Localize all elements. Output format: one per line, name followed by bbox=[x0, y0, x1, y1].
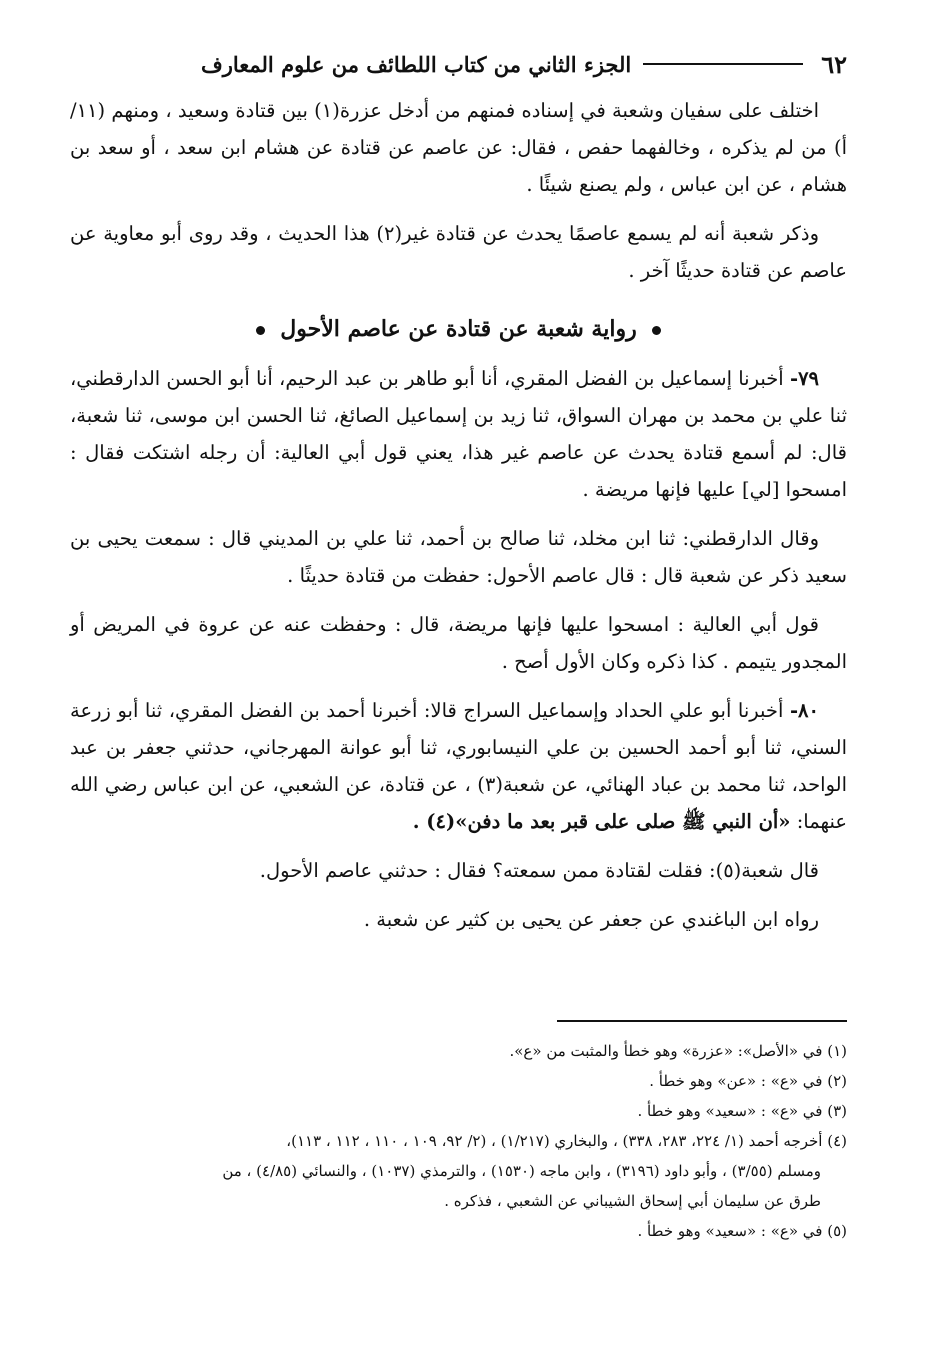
footnotes bbox=[70, 1036, 847, 1246]
footnote-2: (٢) في «ع» : «عن» وهو خطأ . bbox=[649, 1072, 847, 1090]
footnote-4-continued: طرق عن سليمان أبي إسحاق الشيباني عن الشعبي ، فذكره . bbox=[444, 1192, 821, 1210]
section-heading-text: رواية شعبة عن قتادة عن عاصم الأحول bbox=[280, 316, 637, 342]
main-text bbox=[70, 92, 847, 950]
page-number: ٦٢ bbox=[821, 49, 847, 79]
bullet-icon bbox=[256, 326, 265, 335]
paragraph-shuba-question: قال شعبة(٥): فقلت لقتادة ممن سمعته؟ فقال : حدثني عاصم الأحول. bbox=[259, 859, 819, 882]
paragraph-abi-aliya: قول أبي العالية : امسحوا عليها فإنها مريضة، قال : وحفظت عنه عن عروة في المريض أو المجدور يتيمم . كذا ذكره وكان الأول أصح . bbox=[70, 613, 847, 673]
page-header bbox=[60, 44, 847, 84]
hadith-80 bbox=[70, 692, 847, 840]
hadith-quote: «أن النبي ﷺ صلى على قبر بعد ما دفن»(٤) . bbox=[412, 810, 791, 833]
hadith-79 bbox=[70, 360, 847, 508]
hadith-number: ٧٩- bbox=[789, 367, 820, 390]
hadith-text: أخبرنا أبو علي الحداد وإسماعيل السراج قالا: أخبرنا أحمد بن الفضل المقري، ثنا أبو زرعة السني، ثنا أبو أحمد الحسين بن علي النيسابوري، ثنا أبو عوانة المهرجاني، حدثني جعفر بن عبد الواحد، ثنا محمد بن عباد الهنائي، عن شعبة(٣) ، عن قتادة، عن الشعبي، عن ابن عباس رضي الله عنهما: bbox=[70, 699, 847, 833]
paragraph-daraqutni: وقال الدارقطني: ثنا ابن مخلد، ثنا صالح بن أحمد، ثنا علي بن المديني قال : سمعت يحيى بن سعيد ذكر عن شعبة قال : قال عاصم الأحول: حفظت من قتادة حديثًا . bbox=[70, 527, 847, 587]
paragraph-shuba-note: وذكر شعبة أنه لم يسمع عاصمًا يحدث عن قتادة غير(٢) هذا الحديث ، وقد روى أبو معاوية عن عاصم عن قتادة حديثًا آخر . bbox=[70, 222, 847, 282]
footnote-1: (١) في «الأصل»: «عزرة» وهو خطأ والمثبت من «ع». bbox=[509, 1042, 847, 1060]
section-heading bbox=[70, 311, 847, 348]
paragraph-isnad-dispute: اختلف على سفيان وشعبة في إسناده فمنهم من أدخل عزرة(١) بين قتادة وسعيد ، ومنهم (١١/أ) من لم يذكره ، وخالفهما حفص ، فقال: عن عاصم عن قتادة عن هشام ابن سعد ، أو سعد بن هشام ، عن ابن عباس ، ولم يصنع شيئًا . bbox=[70, 99, 847, 196]
running-title: الجزء الثاني من كتاب اللطائف من علوم المعارف bbox=[200, 51, 632, 77]
hadith-number: ٨٠- bbox=[789, 699, 819, 722]
footnote-4: (٤) أخرجه أحمد (١/ ٢٢٤، ٢٨٣، ٣٣٨) ، والبخاري (١/٢١٧) ، (٢/ ٩٢، ١٠٩ ، ١١٠ ، ١١٢ ، ١١٣)، bbox=[286, 1132, 847, 1150]
footnote-5: (٥) في «ع» : «سعيد» وهو خطأ . bbox=[637, 1222, 847, 1240]
footnote-4-continued: ومسلم (٣/٥٥) ، وأبو داود (٣١٩٦) ، وابن ماجه (١٥٣٠) ، والترمذي (١٠٣٧) ، والنسائي (٤/٨٥) ، من bbox=[222, 1162, 821, 1180]
hadith-text: أخبرنا إسماعيل بن الفضل المقري، أنا أبو طاهر بن عبد الرحيم، أنا أبو الحسن الدارقطني، ثنا علي بن محمد بن مهران السواق، ثنا زيد بن إسماعيل الصائغ، ثنا الحسن ابن موسى، ثنا شعبة، قال: لم أسمع قتادة يحدث عن عاصم غير هذا، يعني قول أبي العالية: أن رجله اشتكت فقال : امسحوا [لي] عليها فإنها مريضة . bbox=[70, 367, 847, 501]
footnote-3: (٣) في «ع» : «سعيد» وهو خطأ . bbox=[637, 1102, 847, 1120]
paragraph-rawahu: رواه ابن الباغندي عن جعفر عن يحيى بن كثير عن شعبة . bbox=[363, 908, 819, 931]
footnote-separator bbox=[557, 1020, 847, 1022]
header-rule bbox=[643, 63, 803, 65]
bullet-icon bbox=[652, 326, 661, 335]
